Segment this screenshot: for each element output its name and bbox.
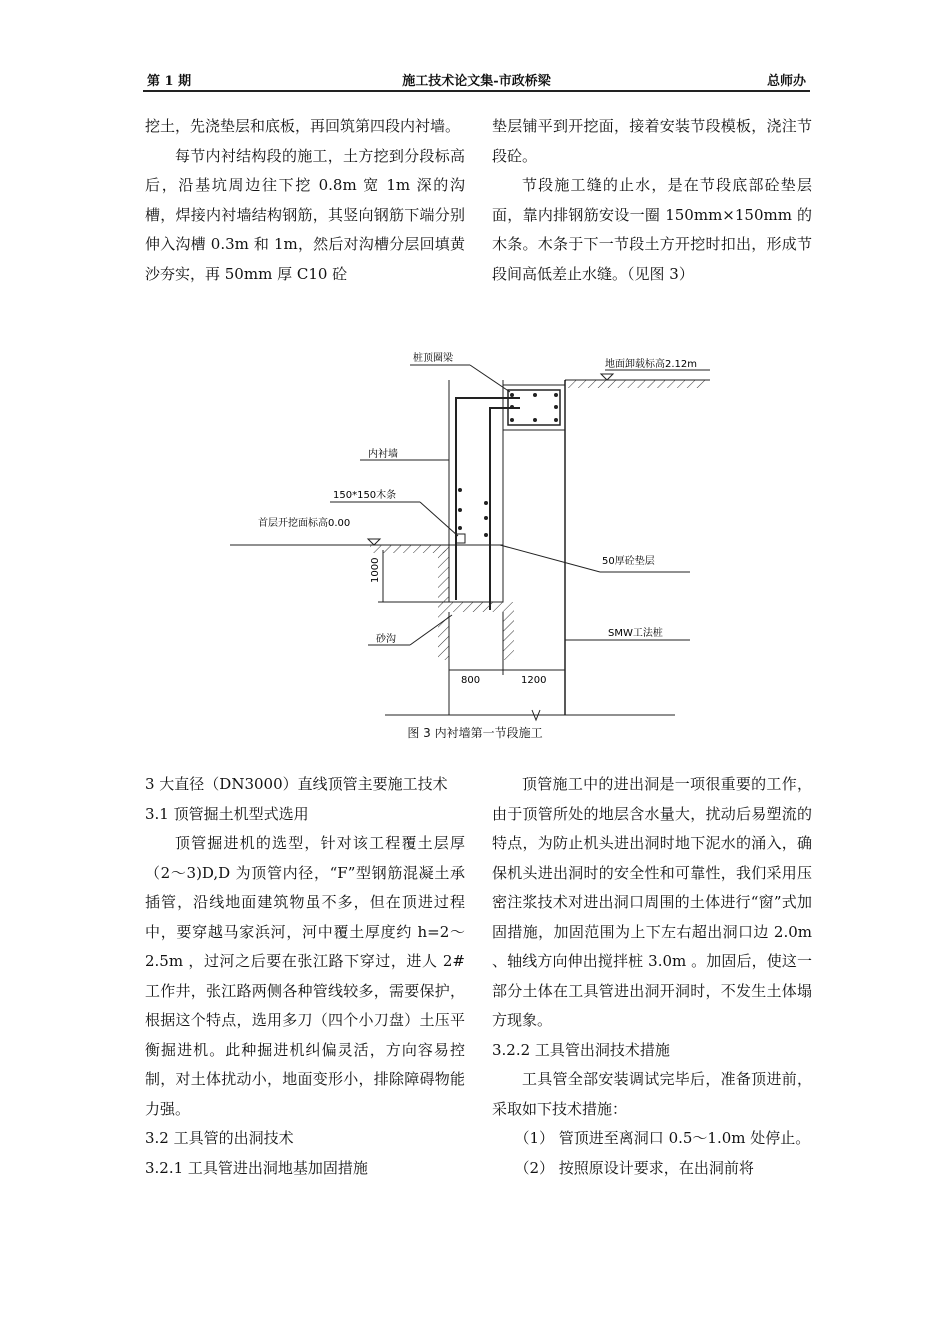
level-marker <box>601 374 613 380</box>
trench <box>449 545 503 602</box>
depth-label: 1000 <box>370 557 381 583</box>
issue-number: 第 1 期 <box>147 74 192 89</box>
paragraph: 每节内衬结构段的施工，土方挖到分段标高后，沿基坑周边往下挖 0.8m 宽 1m 深的沟槽，焊接内衬墙结构钢筋，其竖向钢筋下端分别伸入沟槽 0.3m 和 1m，然后对沟槽分层回填黄沙夯实，再 50mm 厚 C10 砼 <box>145 146 465 283</box>
subsection-heading: 3.2 工具管的出洞技术 <box>145 1129 294 1147</box>
trench-hatch-left <box>438 550 449 660</box>
ground-hatch <box>565 380 705 388</box>
label-pile-cap: 桩顶圈梁 <box>413 353 453 364</box>
subsubsection-heading: 3.2.1 工具管进出洞地基加固措施 <box>145 1158 368 1177</box>
wall-rebar-dots <box>458 488 488 537</box>
dim-1200: 1200 <box>521 675 547 686</box>
section-heading: 3 大直径（DN3000）直线顶管主要施工技术 <box>145 775 448 793</box>
dim-800: 800 <box>461 675 481 686</box>
paragraph: 挖土，先浇垫层和底板，再回筑第四段内衬墙。 <box>145 117 461 135</box>
label-sand-trench: 砂沟 <box>376 634 396 645</box>
subsubsection-heading: 3.2.2 工具管出洞技术措施 <box>492 1040 670 1059</box>
figure-caption: 图 3 内衬墙第一节段施工 <box>407 726 543 740</box>
paragraph: 工具管全部安装调试完毕后，准备顶进前，采取如下技术措施： <box>492 1070 812 1118</box>
paragraph: 顶管施工中的进出洞是一项很重要的工作，由于顶管所处的地层含水量大，扰动后易塑流的特点，为防止机头进出洞时地下泥水的涌入，确保机头进出洞时的安全性和可靠性，我们采用压密注浆技术对进出洞口周围的土体进行“窗”式加固措施，加固范围为上下左右超出洞口边 2.0m 、轴线方向伸出搅拌桩 3.0m 。加固后，使这一部分土体在工具管进出洞开洞时，不发生土体塌方现象。 <box>492 775 812 1029</box>
figure-3 <box>220 340 720 730</box>
label-smw-pile: SMW工法桩 <box>608 628 663 639</box>
excavation-marker <box>368 539 380 545</box>
column-3 <box>145 770 465 1183</box>
paragraph: 顶管掘进机的选型，针对该工程覆土层厚（2～3)D,D 为顶管内径，“F”型钢筋混凝土承插管，沿线地面建筑物虽不多，但在顶进过程中，要穿越马家浜河，河中覆土厚度约 h=2～2.5m ，过河之后要在张江路下穿过，进人 2#工作井，张江路两侧各种管线较多，需要保护，根据这个特点，选用多刀（四个小刀盘）土压平衡掘进机。此种掘进机纠偏灵活，方向容易控制，对土体扰动小，地面变形小，排除障碍物能力强。 <box>145 834 465 1118</box>
label-inner-wall: 内衬墙 <box>368 449 398 460</box>
label-ground-level: 地面卸载标高2.12m <box>605 359 698 370</box>
column-2 <box>492 112 812 289</box>
paragraph: 垫层铺平到开挖面，接着安装节段模板，浇注节段砼。 <box>492 117 812 165</box>
rebar-outer <box>456 398 520 600</box>
column-4 <box>492 770 812 1183</box>
construction-diagram <box>220 340 720 730</box>
trench-hatch-right <box>503 602 514 660</box>
trench-hatch-bottom <box>449 602 503 612</box>
label-cushion: 50厚砼垫层 <box>602 556 655 567</box>
label-timber: 150*150木条 <box>333 490 397 501</box>
list-item: （1） 管顶进至离洞口 0.5～1.0m 处停止。 <box>514 1129 811 1147</box>
page-header <box>143 62 810 92</box>
paragraph: 节段施工缝的止水，是在节段底部砼垫层面，靠内排钢筋安设一圈 150mm×150mm 的木条。木条于下一节段土方开挖时扣出，形成节段间高低差止水缝。（见图 3） <box>492 176 812 283</box>
subsection-heading: 3.1 顶管掘土机型式选用 <box>145 804 309 823</box>
list-item: （2） 按照原设计要求，在出洞前将 <box>514 1158 754 1177</box>
column-1 <box>145 112 465 289</box>
rebar-inner <box>490 408 520 610</box>
excavation-hatch <box>370 545 449 553</box>
journal-title: 施工技术论文集-市政桥梁 <box>402 74 551 89</box>
department: 总师办 <box>766 74 806 89</box>
label-excavation-level: 首层开挖面标高0.00 <box>258 518 351 529</box>
